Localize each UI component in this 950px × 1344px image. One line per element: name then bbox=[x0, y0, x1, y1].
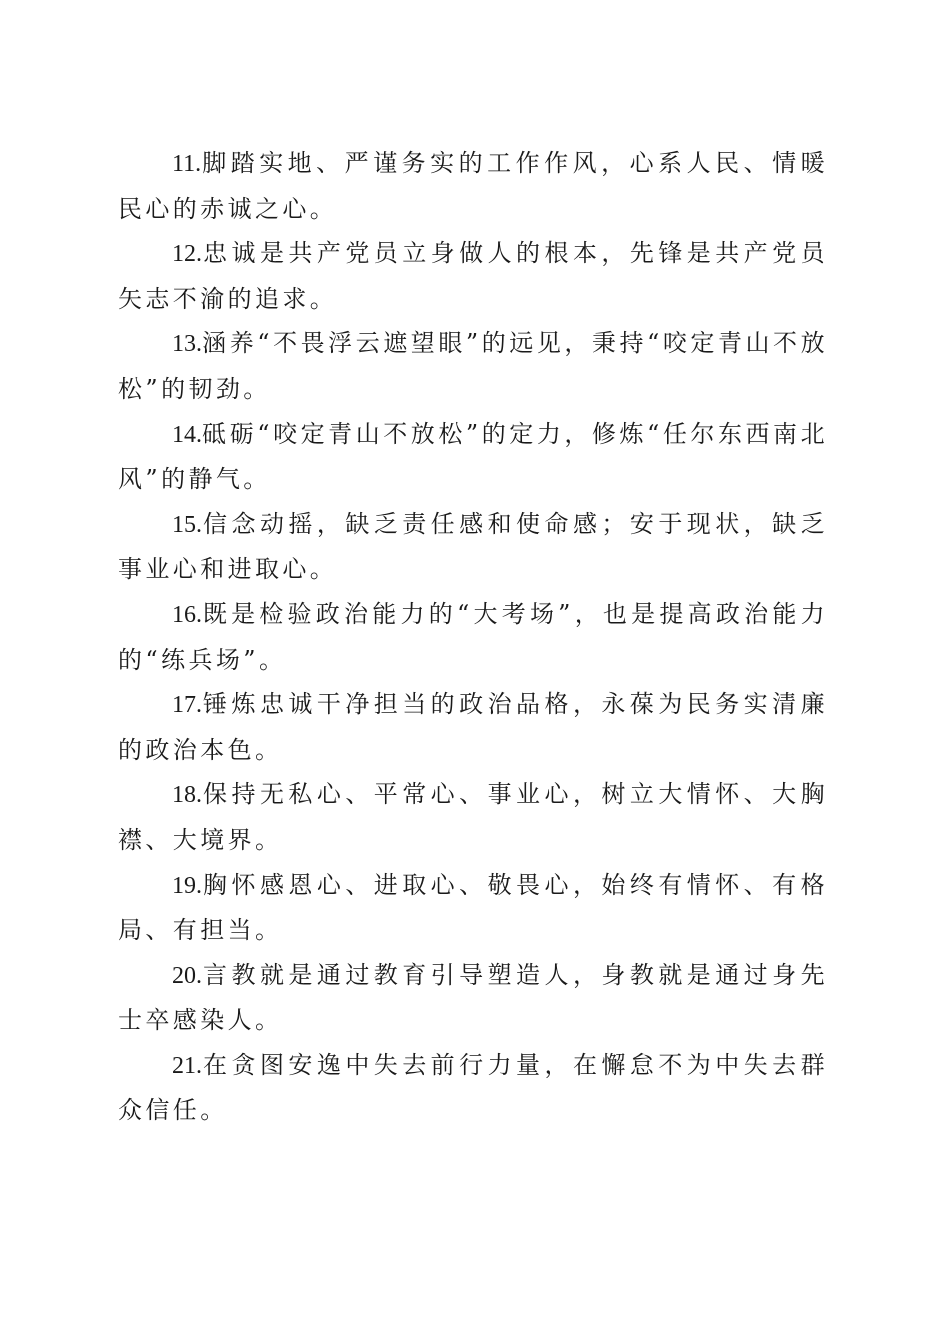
paragraph-text: 忠诚是共产党员立身做人的根本，先锋是共产党员矢志不渝的追求。 bbox=[118, 239, 828, 313]
paragraph-number: 14. bbox=[172, 421, 202, 448]
paragraph-16 bbox=[118, 592, 828, 682]
paragraph-number: 19. bbox=[172, 872, 202, 899]
paragraph-text: 脚踏实地、严谨务实的工作作风，心系人民、情暖民心的赤诚之心。 bbox=[118, 149, 828, 223]
paragraph-text: 砥砺“咬定青山不放松”的定力，修炼“任尔东西南北风”的静气。 bbox=[118, 419, 828, 494]
paragraph-11 bbox=[118, 141, 828, 231]
paragraph-14 bbox=[118, 412, 828, 502]
paragraph-21 bbox=[118, 1043, 828, 1133]
paragraph-17 bbox=[118, 682, 828, 772]
paragraph-number: 13. bbox=[172, 331, 202, 358]
paragraph-text: 涵养“不畏浮云遮望眼”的远见，秉持“咬定青山不放松”的韧劲。 bbox=[118, 329, 828, 403]
paragraph-text: 胸怀感恩心、进取心、敬畏心，始终有情怀、有格局、有担当。 bbox=[118, 870, 828, 945]
paragraph-20 bbox=[118, 953, 828, 1043]
paragraph-number: 17. bbox=[172, 692, 202, 719]
paragraph-number: 18. bbox=[172, 782, 202, 809]
paragraph-text: 信念动摇，缺乏责任感和使命感；安于现状，缺乏事业心和进取心。 bbox=[118, 509, 828, 584]
paragraph-number: 15. bbox=[172, 511, 202, 538]
paragraph-number: 12. bbox=[172, 241, 202, 268]
paragraph-13 bbox=[118, 321, 828, 411]
paragraph-text: 保持无私心、平常心、事业心，树立大情怀、大胸襟、大境界。 bbox=[118, 780, 828, 854]
paragraph-number: 21. bbox=[172, 1052, 202, 1079]
paragraph-12 bbox=[118, 231, 828, 321]
paragraph-text: 言教就是通过教育引导塑造人，身教就是通过身先士卒感染人。 bbox=[118, 960, 828, 1035]
paragraph-text: 锤炼忠诚干净担当的政治品格，永葆为民务实清廉的政治本色。 bbox=[118, 690, 828, 764]
paragraph-18 bbox=[118, 772, 828, 862]
paragraph-number: 20. bbox=[172, 962, 202, 989]
paragraph-19 bbox=[118, 863, 828, 953]
document-body bbox=[118, 141, 828, 1133]
paragraph-text: 既是检验政治能力的“大考场”，也是提高政治能力的“练兵场”。 bbox=[118, 599, 828, 674]
paragraph-text: 在贪图安逸中失去前行力量，在懈怠不为中失去群众信任。 bbox=[118, 1050, 828, 1125]
paragraph-15 bbox=[118, 502, 828, 592]
paragraph-number: 11. bbox=[172, 151, 202, 177]
paragraph-number: 16. bbox=[172, 601, 202, 628]
